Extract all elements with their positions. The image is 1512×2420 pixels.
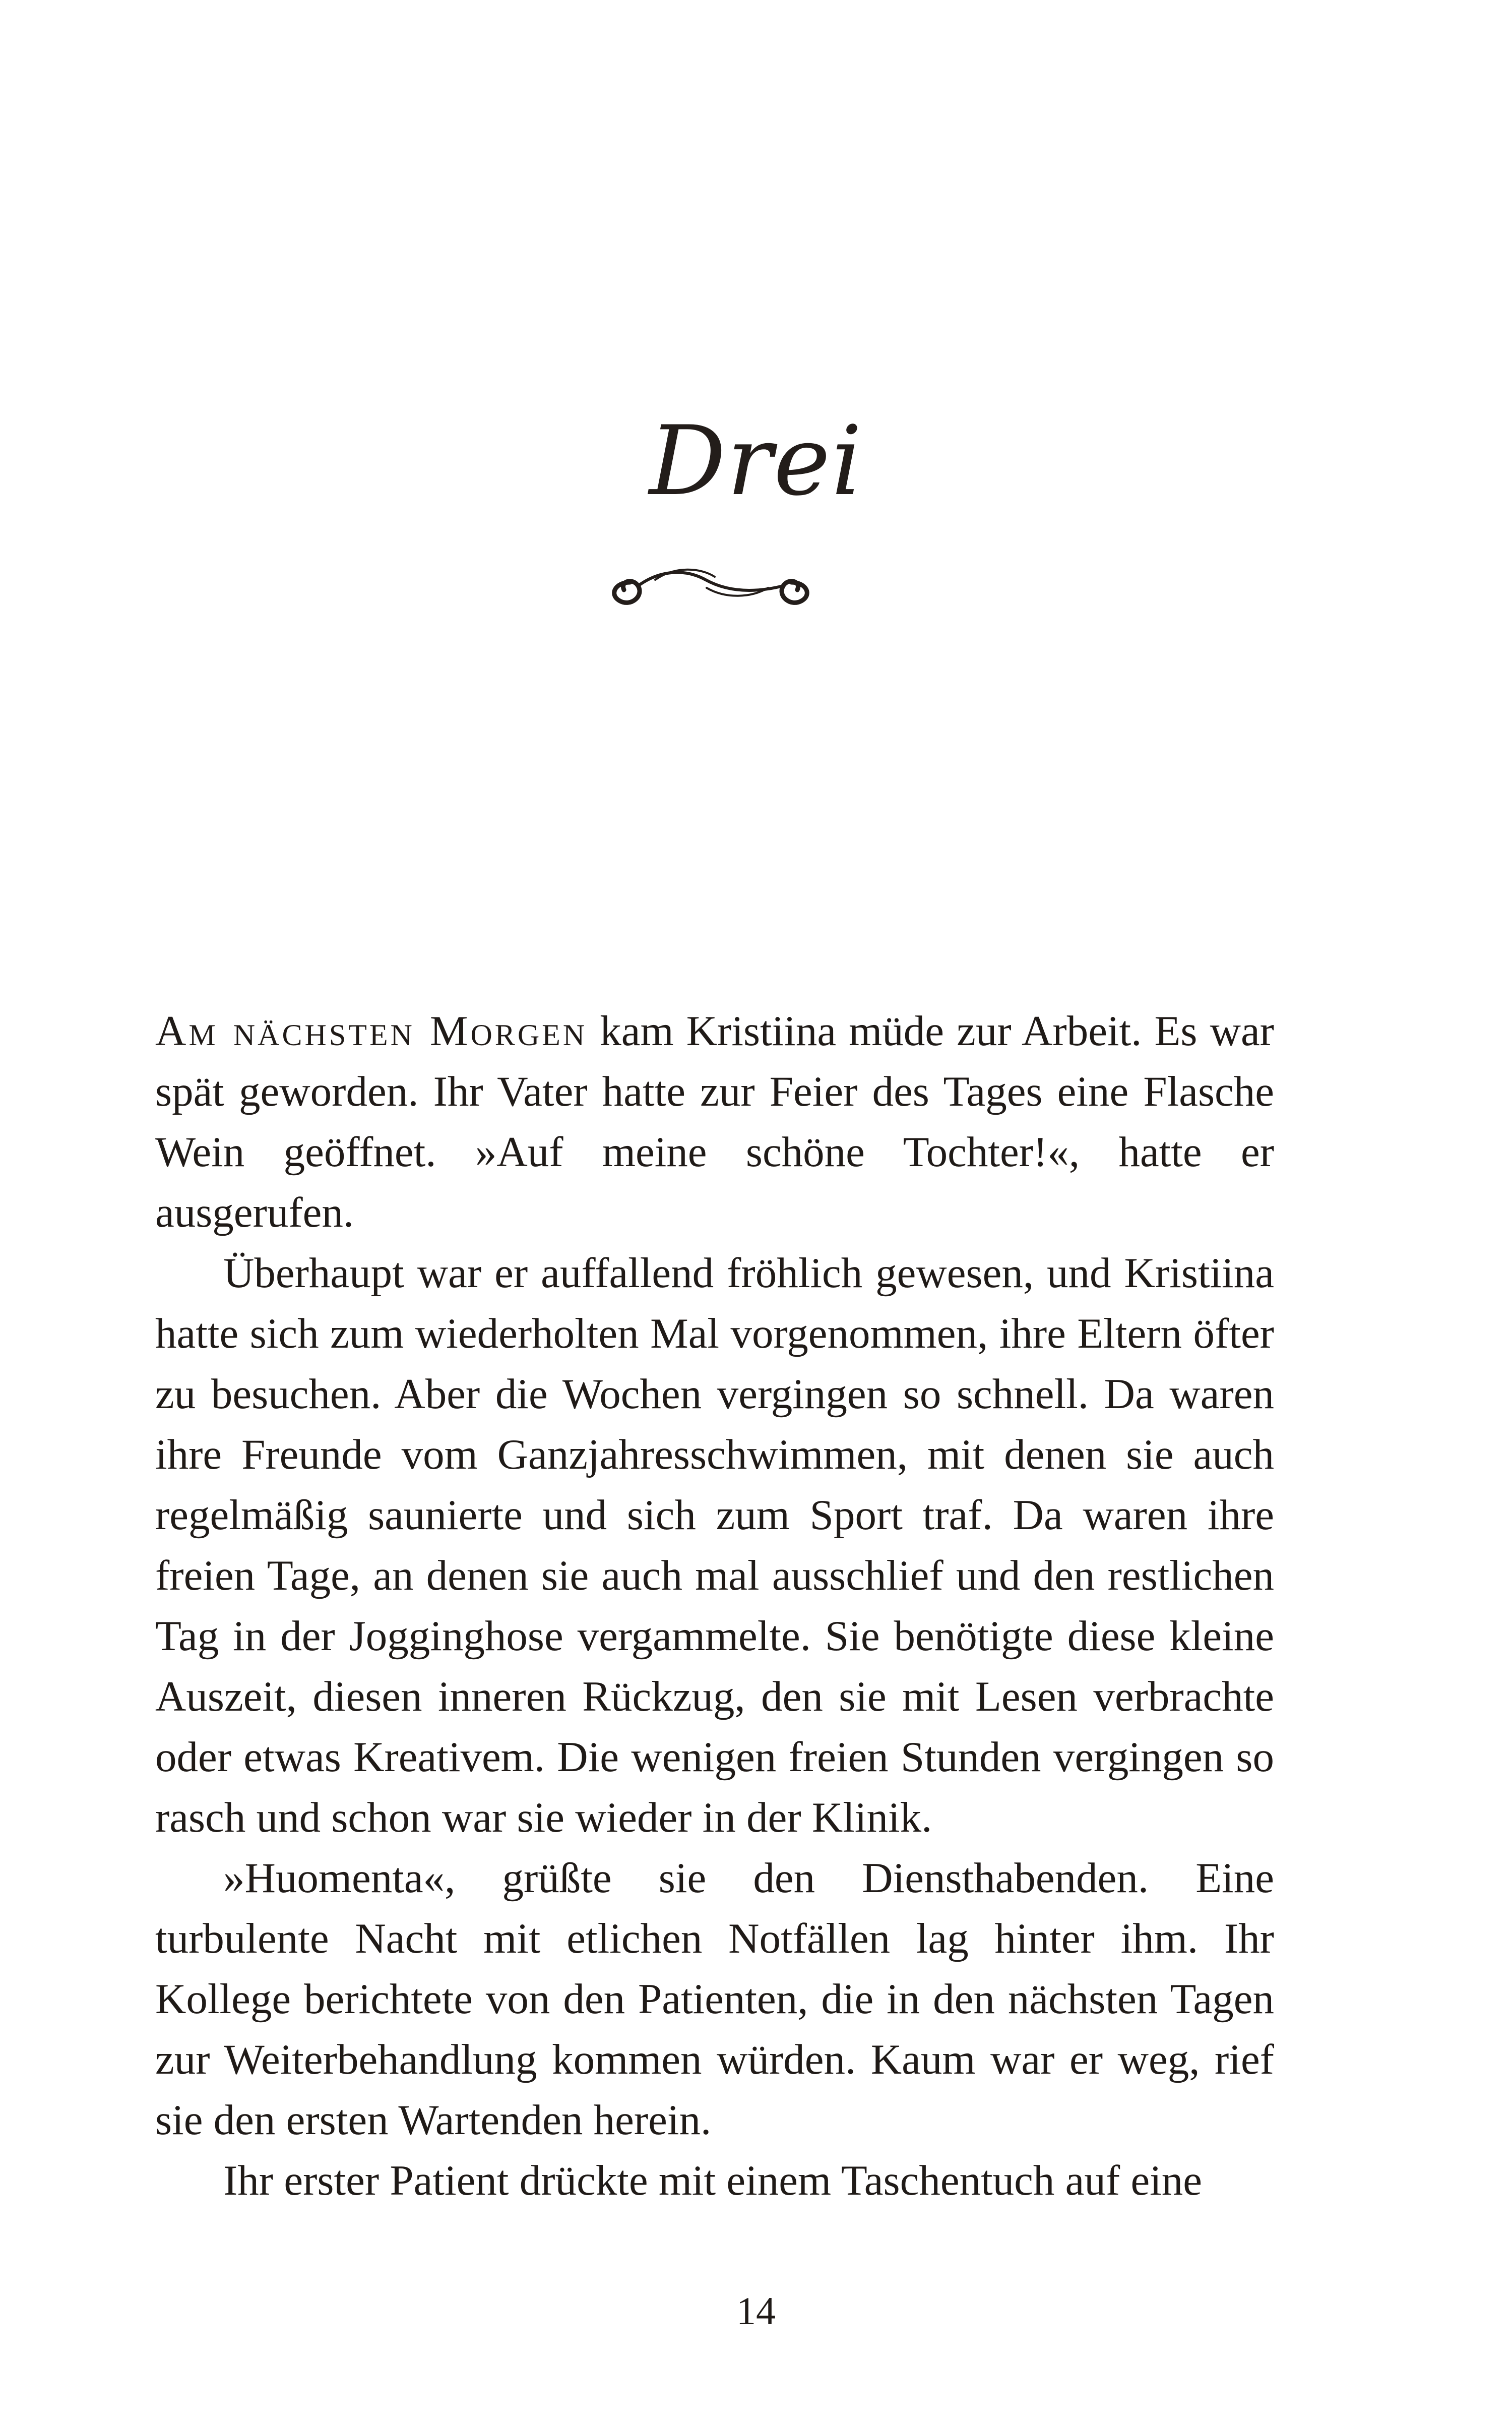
chapter-body (155, 1001, 1274, 2211)
paragraph-3: »Huomenta«, grüßte sie den Diensthabenden. Eine turbulente Nacht mit etlichen Notfällen lag hinter ihm. Ihr Kollege berichtete von den Patienten, die in den nächsten Tagen zur Weiterbehandlung kommen würden. Kaum war er weg, rief sie den ersten Wartenden herein. (155, 1854, 1274, 2144)
page-number: 14 (736, 2289, 776, 2333)
chapter-title: Drei (649, 405, 863, 517)
paragraph-1 (155, 1001, 1274, 1243)
paragraph-2: Überhaupt war er auffallend fröhlich gewesen, und Kristiina hatte sich zum wiederholten Mal vorgenommen, ihre Eltern öfter zu besuchen. Aber die Wochen vergingen so schnell. Da waren ihre Freunde vom Ganzjahresschwimmen, mit denen sie auch regelmäßig saunierte und sich zum Sport traf. Da waren ihre freien Tage, an denen sie auch mal ausschlief und den restlichen Tag in der Jogginghose vergammelte. Sie benötigte diese kleine Auszeit, diesen inneren Rückzug, den sie mit Lesen verbrachte oder etwas Kreativem. Die wenigen freien Stunden vergingen so rasch und schon war sie wieder in der Klinik. (155, 1249, 1274, 1841)
paragraph-1-text: kam Kristiina müde zur Arbeit. Es war spät geworden. Ihr Vater hatte zur Feier des Tages eine Flasche Wein geöffnet. »Auf meine schöne Tochter!«, hatte er ausgerufen. (155, 1007, 1274, 1236)
flourish-ornament-icon (600, 555, 822, 610)
paragraph-4: Ihr erster Patient drückte mit einem Taschentuch auf eine (223, 2157, 1203, 2204)
opening-smallcaps: Am nächsten Morgen (155, 1007, 588, 1055)
